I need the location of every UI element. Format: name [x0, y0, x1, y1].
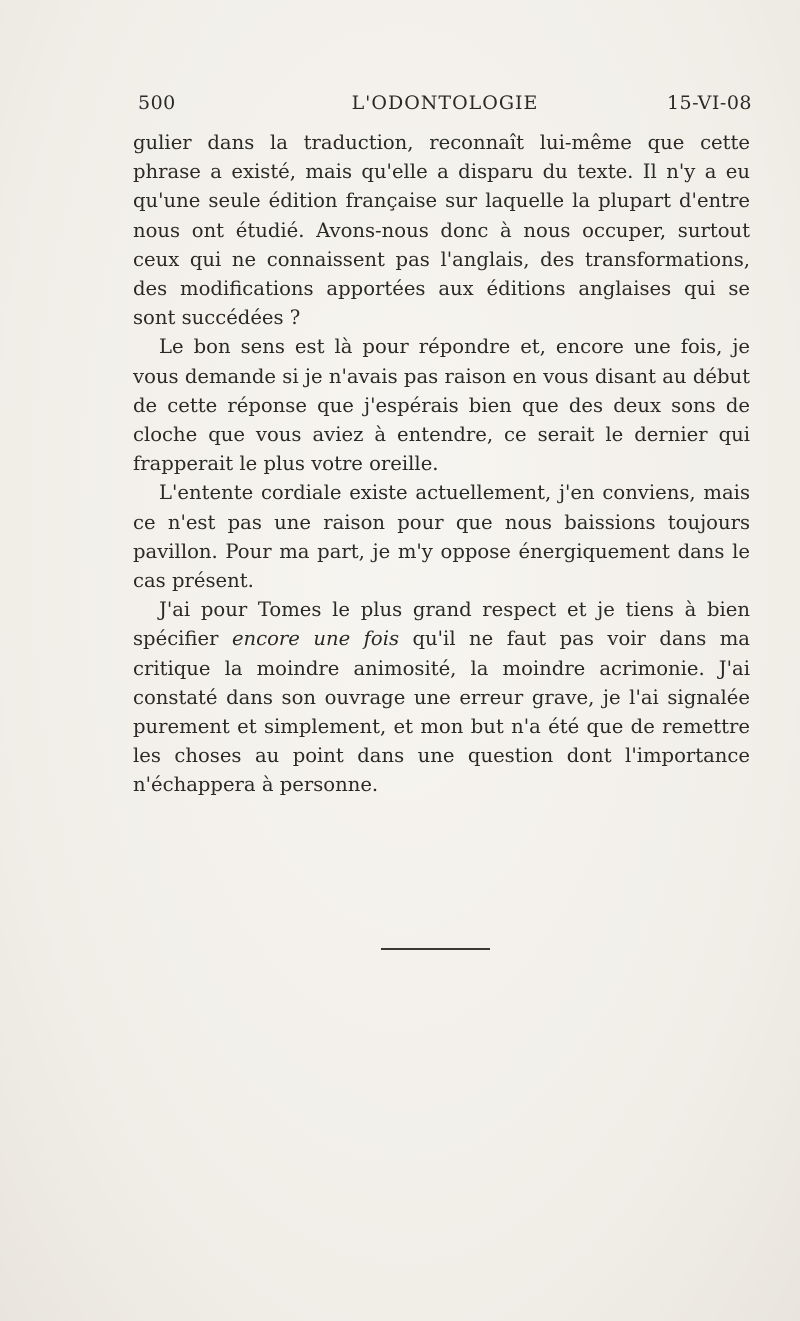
- running-header: [138, 92, 752, 122]
- paragraph: [133, 595, 750, 799]
- paragraph: L'entente cordiale existe actuellement, j'en conviens, mais ce n'est pas une raison pour que nous baissions toujours pavillon. Pour ma part, je m'y oppose énergiquement dans le cas présent.: [133, 481, 750, 593]
- journal-title: L'ODONTOLOGIE: [351, 92, 539, 114]
- paragraph-text: qu'il ne faut pas voir dans ma critique la moindre animosité, la moindre acrimonie. J'ai constaté dans son ouvrage une erreur grave, je l'ai signalée purement et simplement, et mon but n'a été que de remettre les choses au point dans une question dont l'importance n'échappera à personne.: [133, 627, 750, 797]
- page-number: 500: [138, 92, 176, 114]
- body-text: [133, 128, 750, 800]
- paragraph-text: J'ai pour Tomes le plus grand respect et je tiens à bien spécifier: [133, 598, 750, 651]
- paragraph: Le bon sens est là pour répondre et, encore une fois, je vous demande si je n'avais pas raison en vous disant au début de cette réponse que j'espérais bien que des deux sons de cloche que vous aviez à entendre, ce serait le dernier qui frapperait le plus votre oreille.: [133, 335, 750, 476]
- issue-date: 15-VI-08: [666, 92, 752, 114]
- paragraph-continued: gulier dans la traduction, reconnaît lui-même que cette phrase a existé, mais qu'elle a disparu du texte. Il n'y a eu qu'une seule édition française sur laquelle la plupart d'entre nous ont étudié. Avons-nous donc à nous occuper, surtout ceux qui ne connaissent pas l'anglais, des transformations, des modifications apportées aux éditions anglaises qui se sont succédées ?: [133, 131, 750, 330]
- emphasis-text: encore une fois: [231, 627, 400, 651]
- section-end-rule: [381, 948, 490, 950]
